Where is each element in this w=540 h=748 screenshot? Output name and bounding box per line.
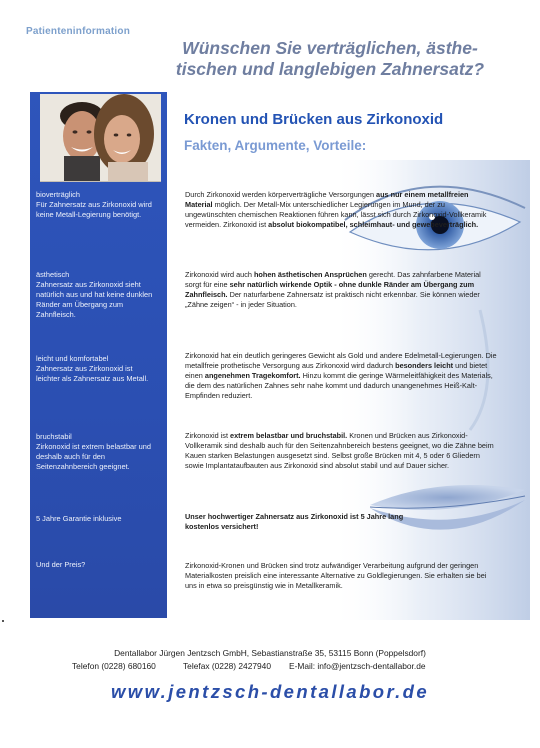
text-run: Der naturfarbene Zahnersatz ist praktisch nicht erkennbar. Sie können wieder „Zähne zeigen“ - in jeder Situation.	[185, 290, 480, 310]
document-category-label: Patienteninformation	[26, 26, 131, 37]
headline	[150, 38, 510, 80]
text-run: Durch Zirkonoxid werden körperverträgliche Versorgungen	[185, 190, 377, 199]
text-run: Zirkonoxid ist	[185, 431, 231, 440]
text-run-bold: aus nur einem metallfreien Material	[185, 190, 469, 210]
sidebar-block-text: Zahnersatz aus Zirkonoxid ist leichter als Zahnersatz aus Metall.	[36, 364, 149, 383]
paragraph-aesthetics	[185, 270, 497, 310]
text-run-bold: extrem belastbar und bruchstabil.	[230, 431, 348, 440]
text-run-bold: angenehmen Tragekomfort.	[204, 371, 301, 381]
sidebar-block-text: Für Zahnersatz aus Zirkonoxid wird keine Metall-Legierung benötigt.	[36, 200, 152, 219]
text-run: Kronen und Brücken aus Zirkonoxid-Vollkeramik sind deshalb auch für den Seitenzahnbereich bestens geeignet, wo die Zähne beim Kauen starken Belastungen ausgesetzt sind. Selbst große Brücken mit 4, 5 oder 6 Gliedern sowie Implantataufbauten aus Zirkonoxid sind absolut stabil und auf Dauer sicher.	[185, 431, 494, 471]
paragraph-warranty	[185, 512, 415, 532]
sidebar-block-title: leicht und komfortabel	[36, 354, 109, 363]
stray-dot	[2, 620, 4, 622]
text-run-bold: besonders leicht	[395, 361, 454, 371]
text-run: Zirkonoxid-Kronen und Brücken sind trotz aufwändiger Verarbeitung aufgrund der geringen Materialkosten preislich eine interessante Alternative zu Goldlegierungen. Sie erhalten sie bei uns in etwa so preisgünstig wie in Metallkeramik.	[185, 561, 487, 591]
text-run: Zirkonoxid wird auch	[185, 270, 254, 279]
headline-line-1: Wünschen Sie verträglichen, ästhe-	[182, 38, 478, 58]
page-subtitle: Fakten, Argumente, Vorteile:	[184, 138, 367, 153]
footer-fax: Telefax (0228) 2427940	[183, 661, 272, 671]
headline-line-2: tischen und langlebigen Zahnersatz?	[175, 59, 485, 79]
sidebar	[30, 92, 167, 618]
footer-phone: Telefon (0228) 680160	[72, 661, 156, 671]
footer-address: Dentallabor Jürgen Jentzsch GmbH, Sebastianstraße 35, 53115 Bonn (Poppelsdorf)	[114, 648, 426, 658]
sidebar-block-title: Und der Preis?	[36, 560, 86, 569]
text-run-bold: hohen ästhetischen Ansprüchen	[253, 270, 367, 279]
sidebar-block-biocompatible	[36, 190, 156, 220]
sidebar-block-title: bruchstabil	[36, 432, 72, 441]
text-run: Zirkonoxid hat ein deutlich geringeres Gewicht als Gold und andere Edelmetall-Legierungen. Die metallfreie prothetische Versorgung aus Zirkonoxid wird dadurch	[185, 351, 497, 371]
text-run-bold: sehr natürlich wirkende Optik - ohne dunkle Ränder am Übergang zum Zahnfleisch.	[185, 280, 475, 300]
page-title: Kronen und Brücken aus Zirkonoxid	[184, 111, 444, 128]
text-run: gerecht. Das zahnfarbene Material sorgt für eine	[185, 270, 481, 290]
paragraph-comfort	[185, 351, 497, 401]
sidebar-block-aesthetic	[36, 270, 156, 320]
paragraph-price	[185, 561, 497, 591]
sidebar-block-title: bioverträglich	[36, 190, 80, 199]
text-run-bold: Unser hochwertiger Zahnersatz aus Zirkonoxid ist 5 Jahre lang kostenlos versichert!	[185, 512, 404, 532]
paragraph-biocompatibility	[185, 190, 497, 230]
sidebar-block-title: ästhetisch	[36, 270, 70, 279]
footer-email[interactable]: E-Mail: info@jentzsch-dentallabor.de	[289, 661, 426, 671]
sidebar-block-text: Zirkonoxid ist extrem belastbar und deshalb auch für den Seitenzahnbereich geeignet.	[36, 442, 152, 471]
sidebar-block-light	[36, 354, 156, 384]
sidebar-block-title: 5 Jahre Garantie inklusive	[36, 514, 122, 523]
text-run-bold: absolut biokompatibel, schleimhaut- und gewebeverträglich.	[268, 220, 479, 230]
sidebar-block-warranty	[36, 514, 156, 524]
website-url[interactable]: www.jentzsch-dentallabor.de	[110, 681, 430, 702]
sidebar-block-text: Zahnersatz aus Zirkonoxid sieht natürlich aus und hat keine dunklen Ränder am Übergang zum Zahnfleisch.	[36, 280, 153, 319]
couple-photo	[40, 94, 161, 182]
sidebar-block-price	[36, 560, 156, 570]
text-run: Hinzu kommt die geringe Wärmeleitfähigkeit des Materials, die dem des natürlichen Zahnes sehr nahe kommt und dadurch unangenehmes Heiß-Kalt-Empfinden reduziert.	[185, 371, 493, 401]
text-run: möglich. Der Metall-Mix unterschiedlicher Legierungen im Mund, der zu ungewünschten chemischen Reaktionen führen kann, lässt sich durch Zirkonoxid-Vollkeramik vermeiden. Zirkonoxid ist	[185, 200, 487, 230]
sidebar-block-fracture-resistant	[36, 432, 156, 472]
text-run: und bietet einen	[185, 361, 488, 381]
paragraph-stability	[185, 431, 497, 471]
